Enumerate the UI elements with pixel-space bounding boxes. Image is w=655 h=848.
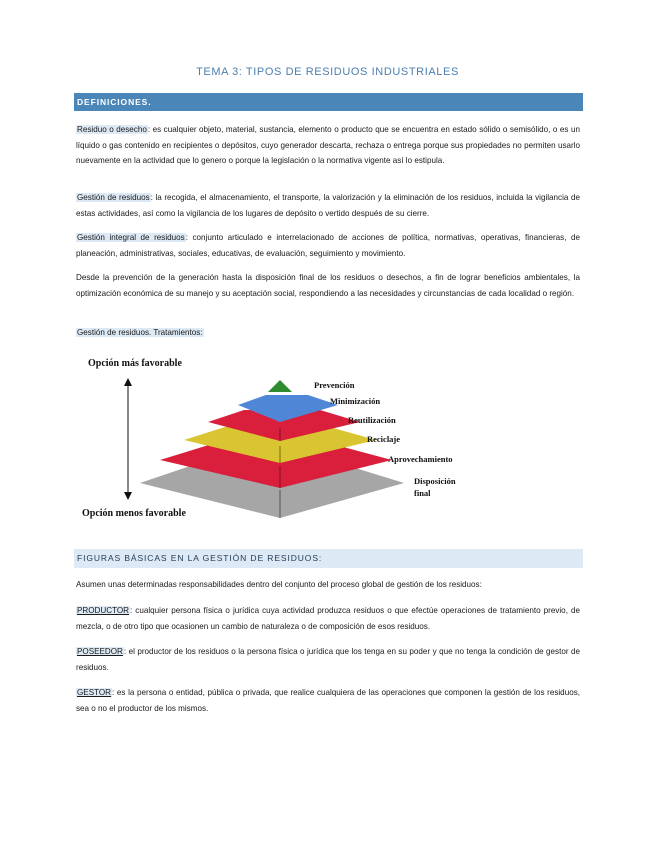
treatments-label: Gestión de residuos. Tratamientos:: [77, 328, 203, 337]
most-favorable-label: Opción más favorable: [88, 358, 182, 369]
definition-text: : conjunto articulado e interrelacionado de acciones de política, normativas, operativas, financieras, de planeación, administrativas, sociales, educativas, de evaluación, seguimiento y movimiento.: [76, 233, 580, 258]
definition-residuo: [76, 122, 580, 169]
treatments-label-line: [76, 325, 580, 341]
level-label-aprovechamiento: Aprovechamiento: [388, 454, 453, 464]
section-heading-figuras: FIGURAS BÁSICAS EN LA GESTIÓN DE RESIDUOS:: [74, 549, 583, 568]
level-label-reutilizacion: Reutilización: [348, 415, 396, 425]
definition-gestion: [76, 190, 580, 221]
definition-gestion-integral: [76, 230, 580, 261]
definition-text: : es cualquier objeto, material, sustancia, elemento o producto que se encuentra en estado sólido o semisólido, o es un líquido o gas contenido en recipientes o depósitos, cuyo generador descarta, rechaza o entrega porque sus propiedades no permiten usarlo nuevamente en la actividad que lo genero o porque la legislación o la normativa vigente así lo estipula.: [76, 125, 580, 165]
figure-text: : cualquier persona física o jurídica cuya actividad produzca residuos o que efectúe operaciones de tratamiento previo, de mezcla, o de otro tipo que ocasionen un cambio de naturaleza o de composición de esos residuos.: [76, 606, 580, 631]
level-label-reciclaje: Reciclaje: [367, 434, 401, 444]
least-favorable-label: Opción menos favorable: [82, 508, 186, 519]
term-poseedor: POSEEDOR: [77, 647, 123, 656]
level-label-minimizacion: Minimización: [330, 396, 381, 406]
term-productor: PRODUCTOR: [77, 606, 130, 615]
level-label-final: final: [414, 488, 431, 498]
figure-text: : es la persona o entidad, pública o privada, que realice cualquiera de las operaciones que componen la gestión de los residuos, sea o no el productor de los mismos.: [76, 688, 580, 713]
figures-intro: Asumen unas determinadas responsabilidades dentro del conjunto del proceso global de gestión de los residuos:: [76, 580, 482, 589]
term-gestion-integral: Gestión integral de residuos: [77, 233, 185, 242]
figure-productor: [76, 603, 580, 634]
figure-poseedor: [76, 644, 580, 675]
figure-gestor: [76, 685, 580, 716]
definition-text: : la recogida, el almacenamiento, el transporte, la valorización y la eliminación de los residuos, incluida la vigilancia de estas actividades, así como la vigilancia de los lugares de depósito o vertido después de su cierre.: [76, 193, 580, 218]
level-label-disposicion: Disposición: [414, 476, 456, 486]
section-heading-definiciones: DEFINICIONES.: [74, 93, 583, 111]
term-residuo: Residuo o desecho: [77, 125, 147, 134]
term-gestion: Gestión de residuos: [77, 193, 150, 202]
level-label-prevencion: Prevención: [314, 380, 355, 390]
figure-text: : el productor de los residuos o la persona física o jurídica que los tenga en su poder y que no tenga la condición de gestor de residuos.: [76, 647, 580, 672]
waste-hierarchy-pyramid: [78, 348, 478, 526]
paragraph-prevention: Desde la prevención de la generación hasta la disposición final de los residuos o desechos, a fin de lograr beneficios ambientales, la optimización económica de su manejo y su aceptación social, respondiendo a las necesidades y circunstancias de cada localidad o región.: [76, 273, 580, 298]
document-title: TEMA 3: TIPOS DE RESIDUOS INDUSTRIALES: [196, 66, 459, 78]
pyramid-level-prevencion: [268, 380, 292, 392]
term-gestor: GESTOR: [77, 688, 112, 697]
